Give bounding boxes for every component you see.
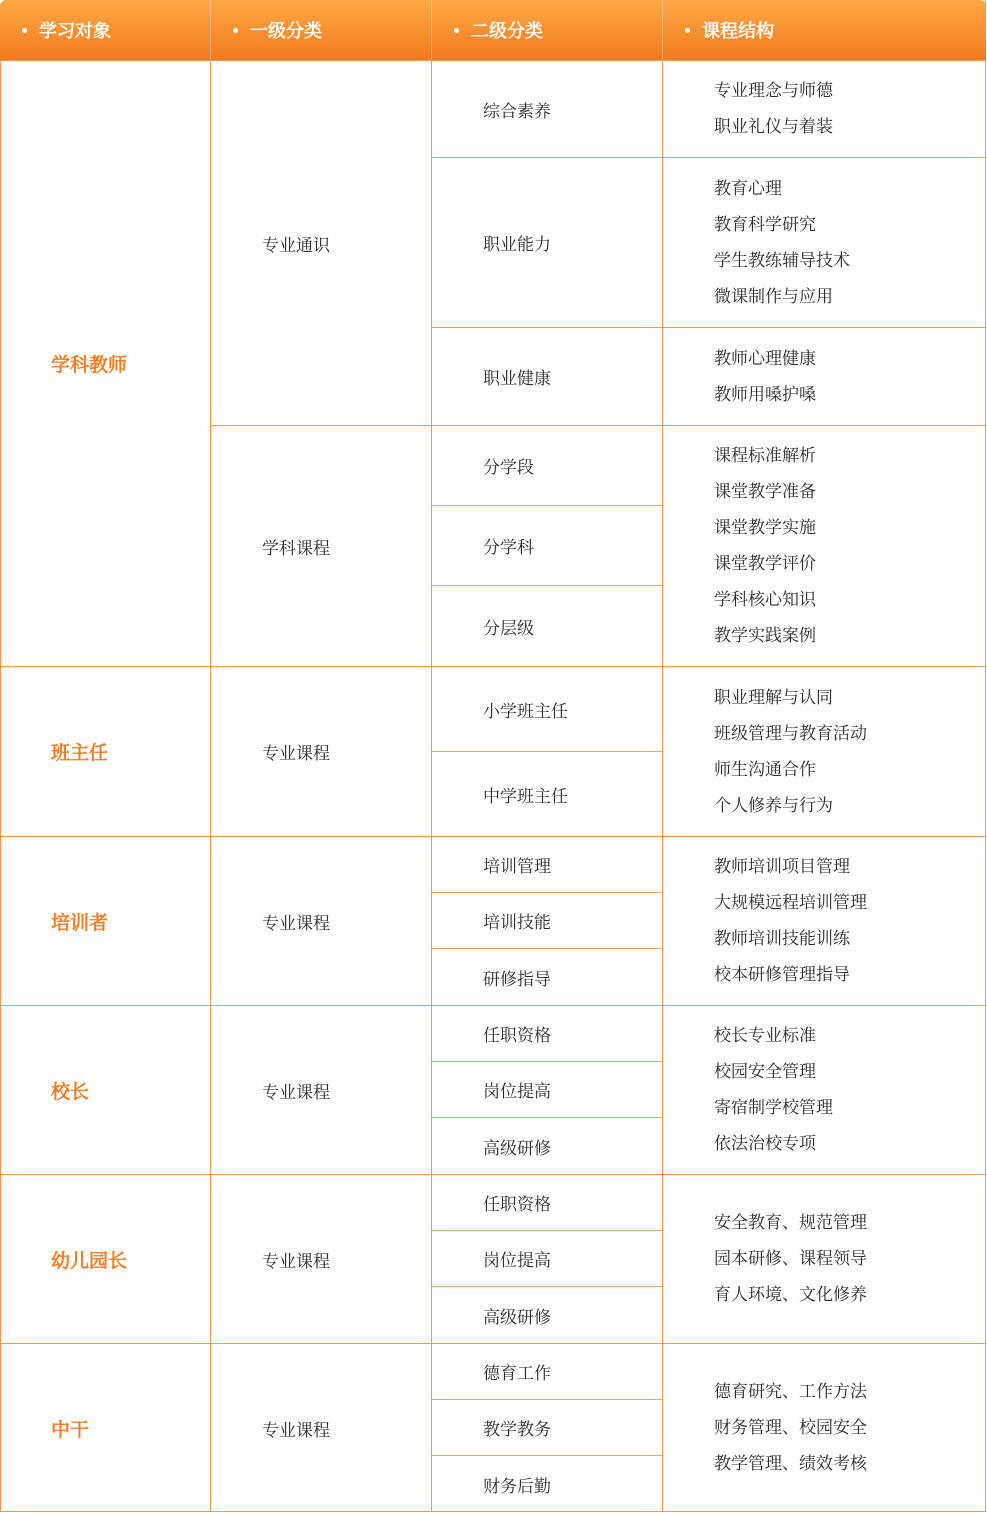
level1-cell (210, 1005, 431, 1174)
level2-cell (431, 505, 662, 585)
course-item: 学生教练辅导技术 (714, 250, 850, 271)
level2-label: 德育工作 (483, 1364, 551, 1384)
header-level1-label: 一级分类 (250, 21, 322, 42)
level1-label: 专业课程 (262, 1082, 330, 1103)
level2-cell (431, 1399, 662, 1455)
courses-cell (662, 60, 986, 157)
course-item: 教学实践案例 (714, 626, 816, 646)
courses-cell (662, 425, 986, 666)
course-item: 课堂教学评价 (714, 554, 816, 574)
course-list (714, 680, 867, 824)
level1-cell (210, 836, 431, 1005)
course-list (714, 73, 833, 145)
level2-label: 岗位提高 (483, 1251, 551, 1271)
header-divider (431, 0, 432, 60)
course-item: 职业礼仪与着装 (714, 117, 833, 137)
level2-label: 分学科 (483, 538, 534, 558)
object-label: 班主任 (51, 742, 109, 764)
level2-cell (431, 1343, 662, 1399)
course-item: 教育科学研究 (714, 214, 816, 235)
header-level2-label: 二级分类 (471, 21, 543, 42)
level1-label: 专业课程 (262, 1251, 330, 1272)
level2-label: 培训管理 (483, 857, 551, 877)
course-item: 大规模远程培训管理 (714, 893, 867, 913)
course-item: 校园安全管理 (714, 1062, 816, 1082)
level2-label: 高级研修 (483, 1138, 551, 1159)
course-item: 教学管理、绩效考核 (714, 1454, 867, 1474)
level2-label: 任职资格 (483, 1026, 551, 1046)
course-item: 教育心理 (714, 178, 782, 199)
course-item: 课程标准解析 (714, 446, 816, 466)
course-item: 安全教育、规范管理 (714, 1213, 867, 1233)
header-divider (210, 0, 211, 60)
course-item: 德育研究、工作方法 (714, 1382, 867, 1402)
header-object (22, 0, 111, 60)
header-level1 (233, 0, 322, 60)
object-label: 中干 (51, 1418, 90, 1441)
bullet-icon (22, 28, 27, 33)
course-item: 依法治校专项 (714, 1134, 816, 1154)
level2-label: 财务后勤 (483, 1476, 551, 1497)
object-label: 幼儿园长 (51, 1249, 128, 1272)
header-divider (662, 0, 663, 60)
level2-cell (431, 1174, 662, 1230)
course-list (714, 1205, 867, 1313)
level2-label: 职业能力 (483, 235, 551, 255)
level2-cell (431, 948, 662, 1005)
level2-label: 高级研修 (483, 1307, 551, 1328)
level2-cell (431, 327, 662, 425)
level2-cell (431, 836, 662, 892)
course-item: 职业理解与认同 (714, 687, 833, 708)
level2-cell (431, 751, 662, 836)
level2-cell (431, 1117, 662, 1174)
level2-cell (431, 1005, 662, 1061)
level2-label: 教学教务 (483, 1420, 551, 1440)
course-item: 课堂教学准备 (714, 482, 816, 502)
courses-cell (662, 1343, 986, 1512)
course-item: 专业理念与师德 (714, 81, 833, 101)
course-item: 个人修养与行为 (714, 795, 833, 816)
courses-cell (662, 157, 986, 327)
level1-label: 专业课程 (262, 744, 330, 764)
level2-cell (431, 585, 662, 666)
course-item: 课堂教学实施 (714, 518, 816, 538)
level2-cell (431, 157, 662, 327)
level1-cell (210, 60, 431, 425)
level2-label: 综合素养 (483, 101, 551, 122)
course-item: 育人环境、文化修养 (714, 1285, 867, 1305)
header-object-label: 学习对象 (39, 21, 111, 42)
bullet-icon (685, 28, 690, 33)
header-courses (685, 0, 774, 60)
level2-cell (431, 425, 662, 505)
level2-cell (431, 892, 662, 948)
level1-cell (210, 1174, 431, 1343)
course-list (714, 849, 867, 993)
object-label: 学科教师 (51, 354, 128, 376)
level1-label: 专业通识 (262, 235, 330, 256)
level2-label: 培训技能 (483, 913, 551, 933)
object-cell (0, 836, 210, 1005)
course-item: 园本研修、课程领导 (714, 1249, 867, 1269)
level2-label: 研修指导 (483, 969, 551, 990)
header-level2 (454, 0, 543, 60)
course-item: 寄宿制学校管理 (714, 1098, 833, 1118)
level2-cell (431, 1455, 662, 1512)
course-item: 教师用嗓护嗓 (714, 384, 816, 405)
courses-cell (662, 836, 986, 1005)
level2-cell (431, 666, 662, 751)
level1-cell (210, 666, 431, 836)
object-label: 培训者 (51, 911, 109, 934)
level2-cell (431, 1061, 662, 1117)
table-header (0, 0, 986, 60)
header-courses-label: 课程结构 (702, 21, 774, 42)
bullet-icon (233, 28, 238, 33)
level2-label: 小学班主任 (483, 701, 568, 722)
courses-cell (662, 1174, 986, 1343)
level1-label: 专业课程 (262, 1420, 330, 1441)
course-item: 校本研修管理指导 (714, 965, 850, 985)
course-list (714, 171, 850, 315)
object-cell (0, 1343, 210, 1512)
course-list (714, 1374, 867, 1482)
object-cell (0, 666, 210, 836)
level2-label: 岗位提高 (483, 1082, 551, 1102)
course-item: 校长专业标准 (714, 1026, 816, 1046)
course-item: 学科核心知识 (714, 590, 816, 610)
course-list (714, 438, 816, 654)
level2-cell (431, 60, 662, 157)
object-label: 校长 (51, 1080, 90, 1103)
course-item: 财务管理、校园安全 (714, 1418, 867, 1438)
course-item: 教师心理健康 (714, 348, 816, 369)
course-item: 微课制作与应用 (714, 286, 833, 307)
level1-cell (210, 425, 431, 666)
bullet-icon (454, 28, 459, 33)
level2-label: 任职资格 (483, 1195, 551, 1215)
level2-cell (431, 1230, 662, 1286)
course-list (714, 1018, 833, 1162)
object-cell (0, 1005, 210, 1174)
level1-label: 专业课程 (262, 913, 330, 934)
level1-label: 学科课程 (262, 538, 330, 559)
level2-label: 分学段 (483, 458, 534, 478)
level2-cell (431, 1286, 662, 1343)
course-item: 师生沟通合作 (714, 759, 816, 780)
course-item: 教师培训项目管理 (714, 857, 850, 877)
courses-cell (662, 666, 986, 836)
level2-label: 分层级 (483, 618, 534, 639)
course-item: 班级管理与教育活动 (714, 723, 867, 744)
level2-label: 中学班主任 (483, 786, 568, 807)
course-item: 教师培训技能训练 (714, 929, 850, 949)
courses-cell (662, 327, 986, 425)
level1-cell (210, 1343, 431, 1512)
object-cell (0, 1174, 210, 1343)
level2-label: 职业健康 (483, 369, 551, 389)
object-cell (0, 60, 210, 666)
courses-cell (662, 1005, 986, 1174)
course-list (714, 341, 816, 413)
